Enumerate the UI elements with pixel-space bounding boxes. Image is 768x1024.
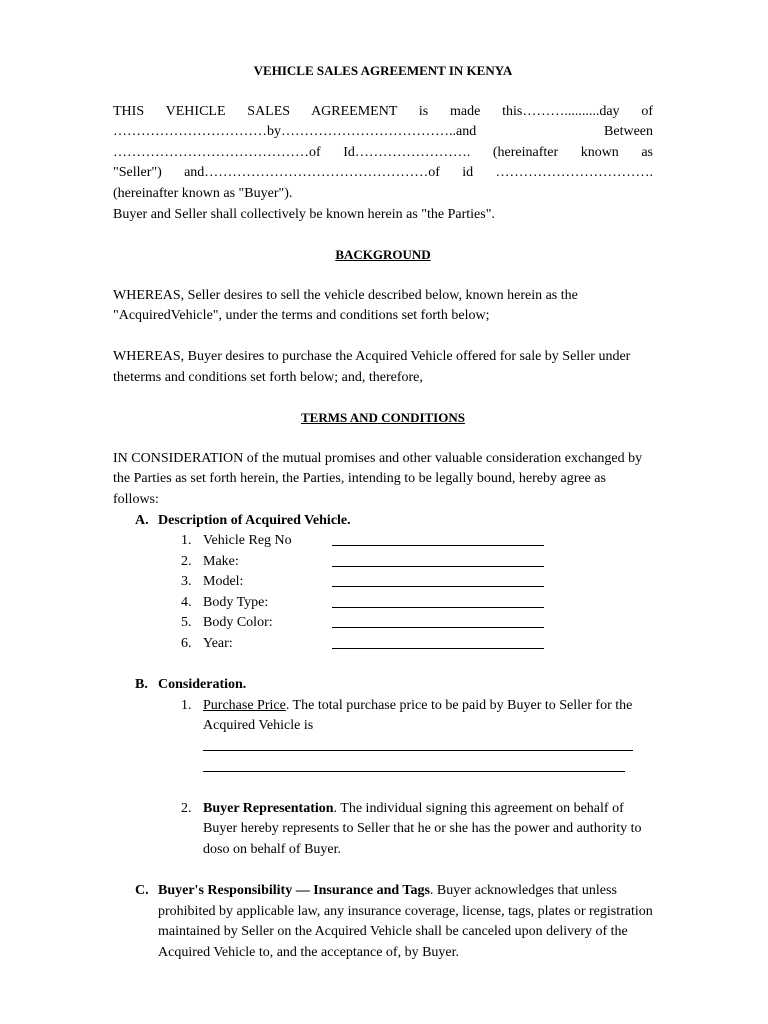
- item-label: Year:: [203, 636, 233, 652]
- item-label: Model:: [203, 574, 244, 590]
- item-number: 1.: [181, 697, 192, 713]
- fill-in-blank: [332, 627, 544, 628]
- item-number: 5.: [181, 615, 192, 631]
- document-title: VEHICLE SALES AGREEMENT IN KENYA: [253, 63, 513, 78]
- intro-line-6: Buyer and Seller shall collectively be known herein as "the Parties".: [113, 206, 495, 222]
- fill-in-blank: [332, 545, 544, 546]
- section-b-letter: B.: [135, 677, 148, 693]
- fill-in-blank: [332, 566, 544, 567]
- section-a-letter: A.: [135, 512, 149, 528]
- purchase-price-text: . The total purchase price to be paid by Buyer to Seller for the Acquired Vehicle is: [203, 697, 633, 734]
- item-label: Body Type:: [203, 594, 269, 610]
- intro-line-3: ……………………………………of Id……………………. (hereinafter known as: [113, 144, 653, 160]
- section-a-title: [113, 511, 653, 532]
- item-number: 2.: [181, 800, 192, 816]
- intro-line-5: (hereinafter known as "Buyer").: [113, 185, 293, 201]
- item-number: 6.: [181, 636, 192, 652]
- section-c-clause: [113, 881, 653, 963]
- item-number: 4.: [181, 594, 192, 610]
- purchase-price-blank-line-2: [113, 758, 653, 779]
- item-label: Make:: [203, 553, 239, 569]
- vehicle-detail-item: [113, 572, 653, 593]
- item-label: Vehicle Reg No: [203, 533, 292, 549]
- section-c-title: Buyer's Responsibility –– Insurance and Tags: [158, 883, 430, 899]
- buyer-representation-label: Buyer Representation: [203, 800, 334, 816]
- buyer-representation-clause: [113, 799, 653, 861]
- vehicle-detail-item: [113, 613, 653, 634]
- intro-line-2: ……………………………by………………………………..and Between: [113, 124, 653, 140]
- background-paragraph-2: WHEREAS, Buyer desires to purchase the Acquired Vehicle offered for sale by Seller under theterms and conditions set forth below; and, therefore,: [113, 348, 631, 385]
- vehicle-details-list: [113, 531, 653, 655]
- vehicle-detail-item: [113, 531, 653, 552]
- document-page: [113, 61, 653, 964]
- purchase-price-label: Purchase Price: [203, 697, 286, 713]
- section-a-label: Description of Acquired Vehicle.: [158, 512, 351, 528]
- purchase-price-blank-line-1: [113, 737, 653, 758]
- item-number: 3.: [181, 574, 192, 590]
- item-label: Body Color:: [203, 615, 273, 631]
- fill-in-blank: [332, 586, 544, 587]
- section-b-label: Consideration.: [158, 677, 247, 693]
- fill-in-blank: [332, 607, 544, 608]
- intro-line-4: "Seller") and…………………………………………of id …………………………….: [113, 165, 653, 181]
- background-paragraph-1: WHEREAS, Seller desires to sell the vehicle described below, known herein as the "AcquiredVehicle", under the terms and conditions set forth below;: [113, 287, 578, 324]
- fill-in-blank: [332, 648, 544, 649]
- spacer: [113, 778, 653, 799]
- purchase-price-clause: [113, 696, 653, 737]
- vehicle-detail-item: [113, 552, 653, 573]
- section-b-title: [113, 675, 653, 696]
- vehicle-detail-item: [113, 634, 653, 655]
- section-c-letter: C.: [135, 883, 149, 899]
- item-number: 2.: [181, 553, 192, 569]
- background-heading: BACKGROUND: [335, 247, 431, 263]
- intro-line-1: THIS VEHICLE SALES AGREEMENT is made this………..........day of: [113, 103, 653, 119]
- terms-intro: IN CONSIDERATION of the mutual promises and other valuable consideration exchanged by the Parties as set forth herein, the Parties, intending to be legally bound, hereby agree as follows:: [113, 450, 643, 507]
- buyer-representation-text: . The individual signing this agreement on behalf of Buyer hereby represents to Seller that he or she has the power and authority to doso on behalf of Buyer.: [203, 800, 642, 857]
- section-c-text: . Buyer acknowledges that unless prohibited by applicable law, any insurance coverage, license, tags, plates or registration maintained by Seller on the Acquired Vehicle shall be canceled upon delivery of the Acquired Vehicle to, and the acceptance of, by Buyer.: [158, 883, 653, 960]
- vehicle-detail-item: [113, 593, 653, 614]
- terms-heading: TERMS AND CONDITIONS: [301, 410, 465, 426]
- item-number: 1.: [181, 533, 192, 549]
